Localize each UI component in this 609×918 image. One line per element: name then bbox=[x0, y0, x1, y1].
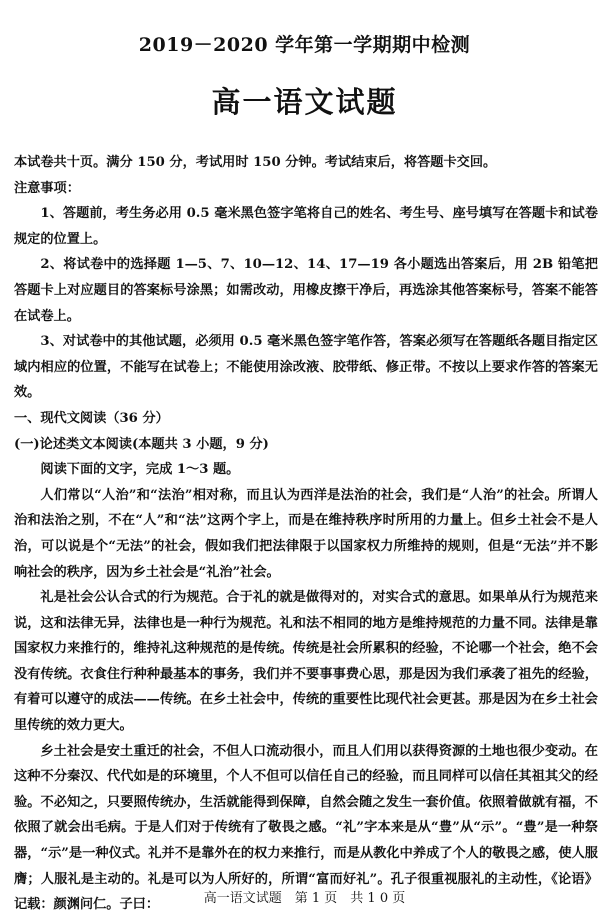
page-content bbox=[14, 150, 598, 918]
reading-instruction: 阅读下面的文字，完成 1～3 题。 bbox=[40, 462, 240, 478]
notice-heading: 注意事项： bbox=[14, 180, 80, 196]
intro-text: 本试卷共十页。满分 150 分，考试用时 150 分钟。考试结束后，将答题卡交回。 bbox=[14, 155, 497, 170]
exam-title: 2019－2020 学年第一学期期中检测 bbox=[138, 34, 471, 56]
notice-item: 2、将试卷中的选择题 1—5、7、10—12、14、17—19 各小题选出答案后，用 2B 铅笔把答题卡上对应题目的答案标号涂黑；如需改动，用橡皮擦干净后，再选涂其他答案标号，答案不能答在试卷上。 bbox=[14, 257, 598, 324]
subsection-title: (一)论述类文本阅读(本题共 3 小题，9 分) bbox=[14, 436, 269, 452]
notice-item: 3、对试卷中的其他试题，必须用 0.5 毫米黑色签字笔作答，答案必须写在答题纸各题目指定区域内相应的位置，不能写在试卷上；不能使用涂改液、胶带纸、修正带。不按以上要求作答的答案无效。 bbox=[14, 334, 598, 401]
subject-title: 高一语文试题 bbox=[211, 85, 398, 119]
page-footer: 高一语文试题 第 1 页 共 1 0 页 bbox=[203, 891, 406, 906]
passage-paragraph: 人们常以“人治”和“法治”相对称，而且认为西洋是法治的社会，我们是“人治”的社会。所谓人治和法治之别，不在“人”和“法”这两个字上，而是在维持秩序时所用的力量上。但乡土社会不是人治，可以说是个“无法”的社会，假如我们把法律限于以国家权力所维持的规则，但是“无法”并不影响社会的秩序，因为乡土社会是“礼治”社会。 bbox=[14, 487, 598, 580]
passage-paragraph: 礼是社会公认合式的行为规范。合于礼的就是做得对的，对实合式的意思。如果单从行为规范来说，这和法律无异，法律也是一种行为规范。礼和法不相同的地方是维持规范的力量不同。法律是靠国家权力来推行的，维持礼这种规范的是传统。传统是社会所累积的经验，不论哪一个社会，绝不会没有传统。衣食住行种种最基本的事务，我们并不要事事费心思，那是因为我们承袭了祖先的经验，有着可以遵守的成法——传统。在乡土社会中，传统的重要性比现代社会更甚。那是因为在乡土社会里传统的效力更大。 bbox=[14, 590, 598, 734]
section-title: 一、现代文阅读（36 分） bbox=[14, 410, 169, 426]
notice-item: 1、答题前，考生务必用 0.5 毫米黑色签字笔将自己的姓名、考生号、座号填写在答题卡和试卷规定的位置上。 bbox=[14, 206, 598, 247]
passage-paragraph: 乡土社会是安土重迁的社会，不但人口流动很小，而且人们用以获得资源的土地也很少变动。在这种不分秦汉、代代如是的环境里，个人不但可以信任自己的经验，而且同样可以信任其祖其父的经验。不必知之，只要照传统办，生活就能得到保障，自然会随之发生一套价值。依照着做就有福，不依照了就会出毛病。于是人们对于传统有了敬畏之感。“礼”字本来是从“豊”从“示”。“豊”是一种祭器，“示”是一种仪式。礼并不是靠外在的权力来推行，而是从教化中养成了个人的敬畏之感，使人服膺；人服礼是主动的。礼是可以为人所好的，所谓“富而好礼”。孔子很重视服礼的主动性，《论语》记载：颜渊问仁。子曰： bbox=[14, 743, 598, 913]
